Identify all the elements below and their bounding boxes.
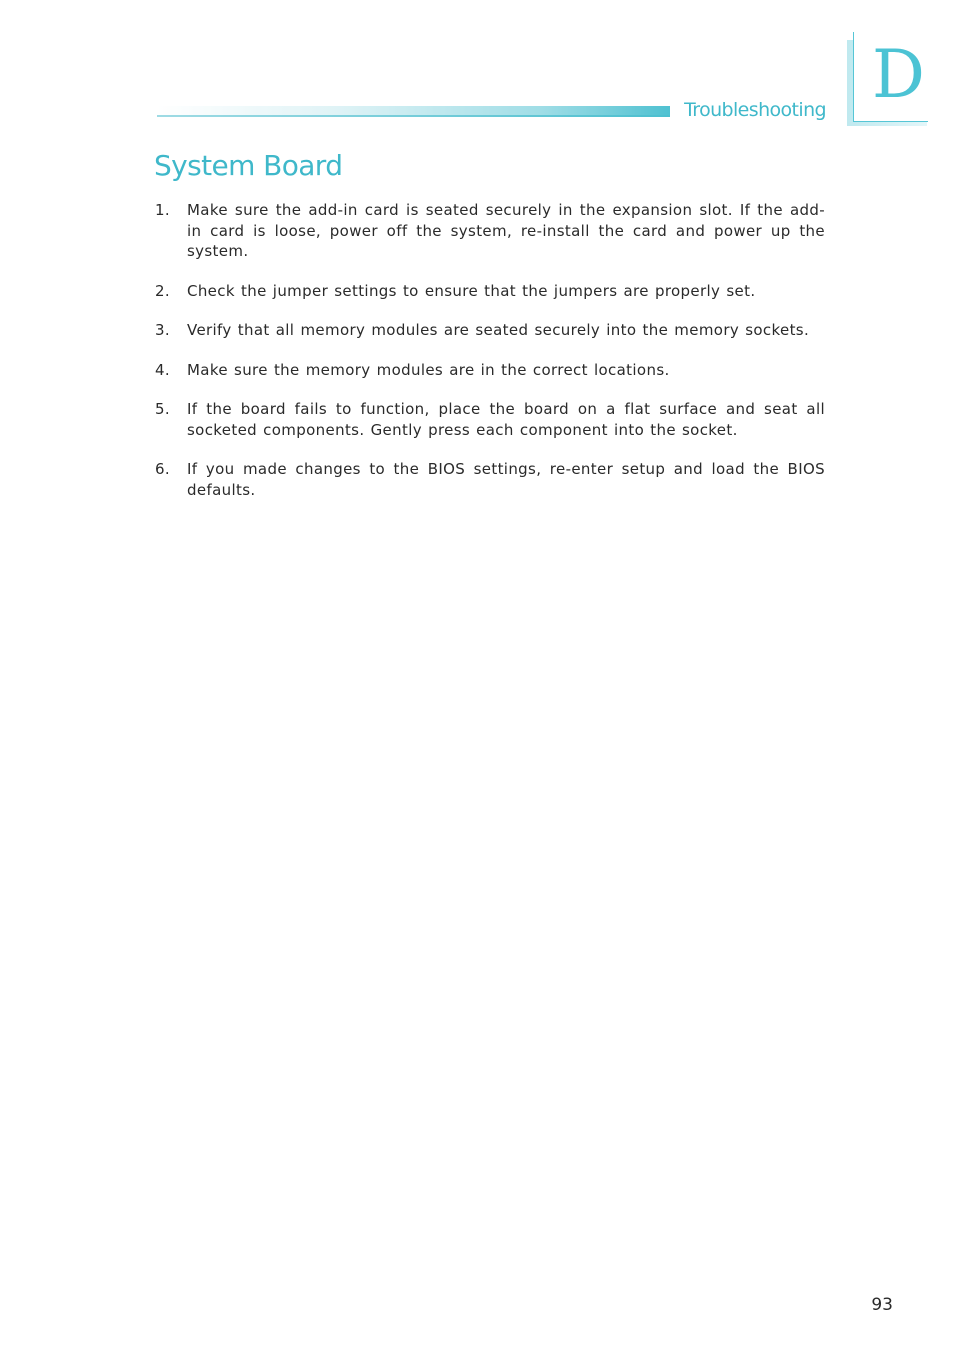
step-number: 1.	[155, 201, 171, 219]
step-number: 5.	[155, 400, 171, 418]
list-item	[155, 281, 825, 302]
chapter-tab	[847, 32, 927, 126]
troubleshooting-steps	[155, 200, 825, 519]
step-number: 4.	[155, 360, 171, 379]
step-number: 6.	[155, 460, 171, 478]
list-item	[155, 360, 825, 381]
list-item	[155, 200, 825, 262]
step-text: If the board fails to function, place the board on a flat surface and seat all socketed components. Gently press each component into the socket.	[187, 400, 825, 439]
header-rule-line	[157, 115, 670, 117]
list-item	[155, 320, 825, 341]
step-text: Verify that all memory modules are seated securely into the memory sockets.	[187, 321, 810, 339]
chapter-letter: D	[872, 36, 925, 113]
step-text: Make sure the add-in card is seated securely in the expansion slot. If the add-in card is loose, power off the system, re-install the card and power up the system.	[187, 201, 825, 260]
step-text: Check the jumper settings to ensure that the jumpers are properly set.	[187, 281, 756, 300]
header-rule-gradient	[157, 106, 670, 115]
step-number: 2.	[155, 281, 171, 300]
section-title: Troubleshooting	[684, 99, 826, 121]
step-text: If you made changes to the BIOS settings, re-enter setup and load the BIOS defaults.	[187, 460, 825, 499]
list-item	[155, 459, 825, 500]
page-title: System Board	[154, 149, 343, 182]
step-number: 3.	[155, 321, 171, 339]
list-item	[155, 399, 825, 440]
step-text: Make sure the memory modules are in the correct locations.	[187, 360, 670, 379]
chapter-tab-frame	[853, 32, 928, 122]
page-number: 93	[871, 1295, 893, 1315]
header-rule	[157, 106, 670, 118]
